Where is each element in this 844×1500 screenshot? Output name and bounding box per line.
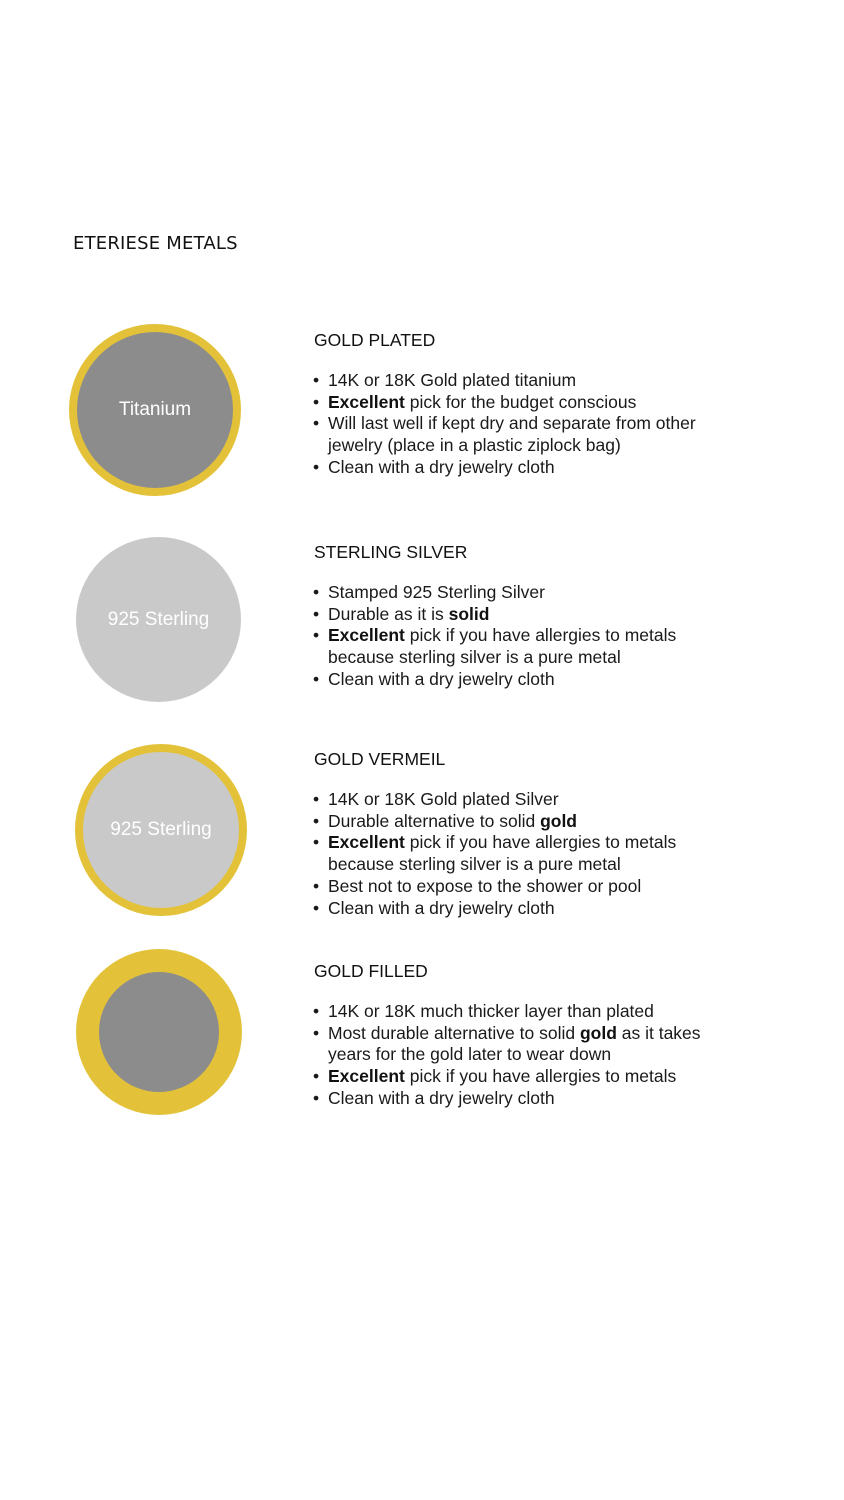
bullet-item: • Most durable alternative to solid gold as it takes years for the gold later to wear down (313, 1023, 733, 1066)
bullet-item: • Best not to expose to the shower or pool (313, 876, 733, 898)
bullet-item: • Clean with a dry jewelry cloth (313, 898, 733, 920)
metal-bullet-list (313, 582, 733, 691)
bullet-item: • Excellent pick if you have allergies to metals because sterling silver is a pure metal (313, 625, 733, 668)
swatch-label: 925 Sterling (110, 819, 212, 840)
bullet-item: • Will last well if kept dry and separate from other jewelry (place in a plastic ziplock bag) (313, 413, 733, 456)
metal-bullet-list (313, 370, 733, 479)
bullet-item: • Durable as it is solid (313, 604, 733, 626)
bullet-item: • Clean with a dry jewelry cloth (313, 669, 733, 691)
metal-heading: GOLD VERMEIL (314, 749, 446, 769)
bullet-item: • 14K or 18K much thicker layer than plated (313, 1001, 733, 1023)
swatch-label: 925 Sterling (107, 608, 210, 630)
metal-bullet-list (313, 1001, 733, 1110)
bullet-item: • 14K or 18K Gold plated titanium (313, 370, 733, 392)
bullet-item: • Excellent pick if you have allergies to metals (313, 1066, 733, 1088)
bullet-item: • Durable alternative to solid gold (313, 811, 733, 833)
bullet-item: • Stamped 925 Sterling Silver (313, 582, 733, 604)
bullet-item: • Clean with a dry jewelry cloth (313, 1088, 733, 1110)
metal-heading: GOLD PLATED (314, 330, 436, 350)
metal-heading: STERLING SILVER (314, 542, 468, 562)
gold-filled-core (99, 972, 219, 1092)
gold-vermeil-swatch (75, 744, 247, 916)
bullet-item: • Excellent pick for the budget conscious (313, 392, 733, 414)
bullet-item: • 14K or 18K Gold plated Silver (313, 789, 733, 811)
metal-heading: GOLD FILLED (314, 961, 428, 981)
page-title: ETERIESE METALS (73, 233, 238, 254)
titanium-gold-plated-swatch (69, 324, 241, 496)
metal-bullet-list (313, 789, 733, 919)
swatch-label: Titanium (118, 399, 192, 420)
sterling-silver-swatch (76, 537, 241, 702)
gold-filled-swatch (76, 949, 242, 1115)
bullet-item: • Excellent pick if you have allergies to metals because sterling silver is a pure metal (313, 832, 733, 875)
bullet-item: • Clean with a dry jewelry cloth (313, 457, 733, 479)
